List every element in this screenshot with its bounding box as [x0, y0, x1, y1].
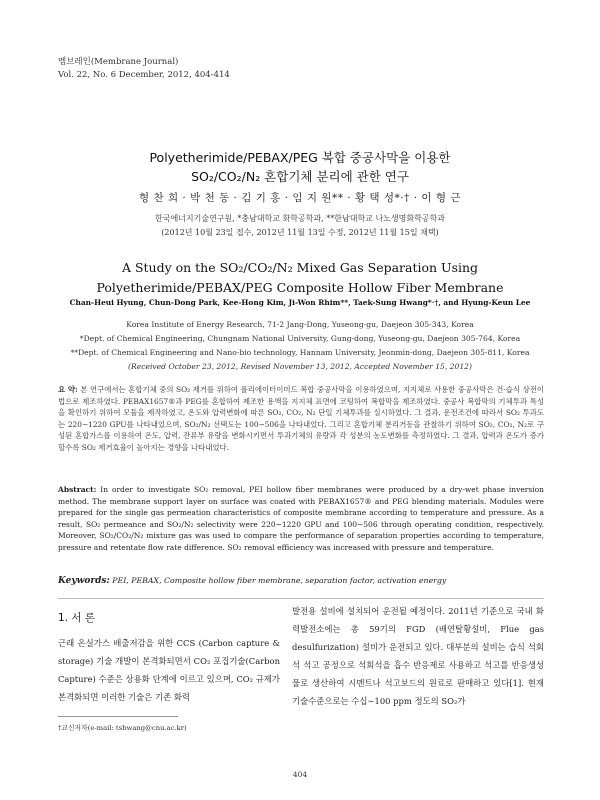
english-authors: Chan-Heui Hyung, Chun-Dong Park, Kee-Hong Kim, Ji-Won Rhim**, Taek-Sung Hwang*·†, and Hyung-Keun Lee: [69, 298, 531, 307]
footnote: †교신저자(e-mail: tshwang@cnu.ac.kr): [58, 724, 187, 732]
english-affiliation-3: **Dept. of Chemical Engineering and Nano-bio technology, Hannam University, Jeonmin-dong, Daejeon 305-811, Korea: [70, 348, 530, 357]
section-heading: 1. 서 론: [58, 612, 95, 624]
korean-abstract: [58, 384, 544, 453]
korean-title-line2: SO₂/CO₂/N₂ 혼합기체 분리에 관한 연구: [191, 169, 409, 184]
english-title: [0, 258, 600, 298]
keywords-text: PEI, PEBAX, Composite hollow fiber membrane, separation factor, activation energy: [112, 576, 447, 585]
english-abstract-label: Abstract:: [58, 485, 97, 494]
section-divider: [58, 598, 544, 599]
korean-title-line1: Polyetherimide/PEBAX/PEG 복합 중공사막을 이용한: [149, 150, 451, 165]
korean-received-dates: (2012년 10월 23일 접수, 2012년 11월 13일 수정, 2012년 11월 15일 채택): [161, 228, 439, 237]
english-history: (Received October 23, 2012, Revised November 13, 2012, Accepted November 15, 2012): [128, 362, 472, 371]
korean-title: [0, 148, 600, 186]
keywords-label: Keywords:: [58, 576, 110, 586]
body-left-column: 근래 온실가스 배출저감을 위한 CCS (Carbon capture & storage) 기술 개발이 본격화되면서 CO₂ 포집기술(Carbon Capture) 수준은 상용화 단계에 이르고 있으며, CO₂ 규제가 본격화되면 이러한 기술은 기존 화력: [58, 638, 280, 702]
english-abstract: [58, 484, 544, 553]
body-right-column: 발전용 설비에 설치되어 운전될 예정이다. 2011년 기준으로 국내 화력발전소에는 총 59기의 FGD (배연탈황설비, Flue gas desulfurization) 설비가 운전되고 있다. 대부분의 설비는 습식 석회석 석고 공정으로 석회석을 흡수 반응제로 사용하고 석고를 반응생성물로 생산하여 시멘트나 석고보드의 원료로 판매하고 있다[1]. 현재 기술수준으로는 수십∼100 ppm 정도의 SO₂가: [292, 606, 544, 706]
english-affiliation-1: Korea Institute of Energy Research, 71-2 Jang-Dong, Yuseong-gu, Daejeon 305-343, Korea: [126, 320, 474, 329]
keywords: [58, 576, 544, 586]
journal-header: [58, 56, 230, 82]
journal-name: 멤브레인(Membrane Journal): [58, 57, 179, 67]
journal-issue: Vol. 22, No. 6 December, 2012, 404-414: [58, 70, 230, 80]
english-abstract-text: In order to investigate SO₂ removal, PEI hollow fiber membranes were produced by a dry-wet phase inversion method. The membrane support layer on surface was coated with PEBAX1657® and PEG blending materials. Modules were prepared for the single gas permeation characteristics of composite membrane according to temperature and pressure. As a result, SO₂ permeance and SO₂/N₂ selectivity were 220∼1220 GPU and 100∼506 through operating condition, respectively. Moreover, SO₂/CO₂/N₂ mixture gas was used to compare the performance of separation properties according to temperature, pressure and retentate flow rate difference. SO₂ removal efficiency was increased with pressure and temperature.: [58, 485, 544, 552]
english-title-line1: A Study on the SO₂/CO₂/N₂ Mixed Gas Separation Using: [121, 260, 479, 275]
korean-abstract-label: 요 약:: [58, 385, 78, 394]
korean-authors: 형 찬 희 · 박 천 동 · 김 기 홍 · 임 지 원** · 황 택 성*·† · 이 형 근: [138, 192, 462, 204]
english-affiliation-2: *Dept. of Chemical Engineering, Chungnam National University, Gung-dong, Yuseong-gu, Daejeon 305-764, Korea: [79, 334, 521, 343]
english-affiliation-block: [0, 318, 600, 374]
footnote-divider: [58, 716, 178, 717]
korean-affiliation-block: [0, 212, 600, 240]
english-title-line2: Polyetherimide/PEBAX/PEG Composite Hollow Fiber Membrane: [96, 280, 504, 295]
korean-affiliation: 한국에너지기술연구원, *충남대학교 화학공학과, **한남대학교 나노생명화학공학과: [154, 214, 445, 223]
korean-abstract-text: 본 연구에서는 혼합기체 중의 SO₂ 제거를 위하여 폴리에이터이미드 복합 중공사막을 이용하였으며, 지지체로 사용한 중공사막은 건-습식 상전이 법으로 제조하였다. PEBAX1657®과 PEG를 혼합하여 제조한 용액을 지지체 표면에 코팅하여 복합막을 제조하였다. 중공사 복합막의 기체투과 특성을 확인하기 위하여 모듈을 제작하였고, 온도와 압력변화에 따른 SO₂, CO₂, N₂ 단일 기체투과를 실시하였다. 그 결과, 운전조건에 따라서 SO₂ 투과도는 220∼1220 GPU를 나타내었으며, SO₂/N₂ 선택도는 100∼506을 나타내었다. 그리고 혼합기체 분리거동을 관찰하기 위하여 SO₂, CO₂, N₂로 구성된 혼합가스를 이용하여 온도, 압력, 잔류부 유량을 변화시키면서 투과기체의 유량과 각 성분의 농도변화를 측정하였다. 그 결과, 압력과 온도가 증가할수록 SO₂ 제거효율이 높아지는 경향을 나타내었다.: [58, 385, 544, 452]
page-number: 404: [292, 770, 308, 779]
